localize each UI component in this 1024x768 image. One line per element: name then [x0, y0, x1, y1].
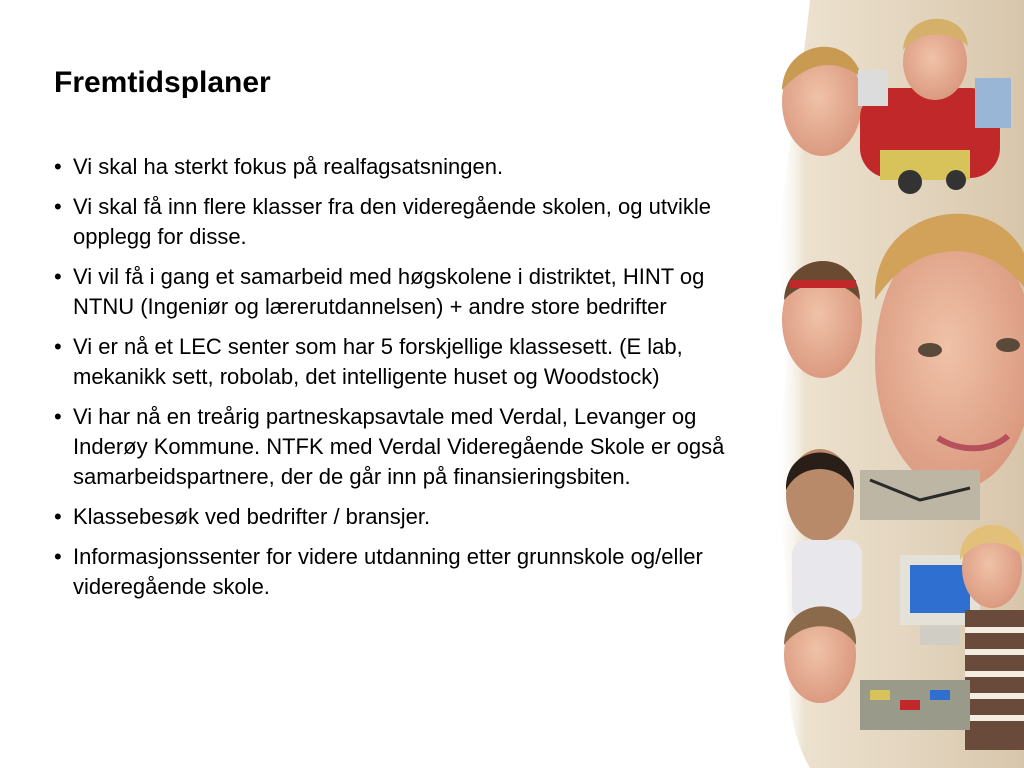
bullet-item — [54, 262, 754, 322]
bullet-text: Vi skal få inn flere klasser fra den videregående skolen, og utvikle opplegg for disse. — [73, 194, 711, 249]
slide-title: Fremtidsplaner — [54, 66, 271, 99]
bullet-marker: • — [54, 194, 62, 219]
bullet-marker: • — [54, 404, 62, 429]
bullet-marker: • — [54, 154, 62, 179]
bullet-marker: • — [54, 504, 62, 529]
bullet-item — [54, 402, 754, 492]
bullet-text: Vi har nå en treårig partneskapsavtale med Verdal, Levanger og Inderøy Kommune. NTFK med Verdal Videregående Skole er også samarbeidspartnere, der de går inn på finansieringsbiten. — [73, 404, 725, 489]
bullet-text: Informasjonssenter for videre utdanning etter grunnskole og/eller videregående skole. — [73, 544, 703, 599]
bullet-item — [54, 542, 754, 602]
students-photo-collage — [770, 0, 1024, 768]
bullet-item — [54, 192, 754, 252]
bullet-text: Vi skal ha sterkt fokus på realfagsatsningen. — [73, 154, 504, 179]
bullet-marker: • — [54, 334, 62, 359]
bullet-text: Vi vil få i gang et samarbeid med høgskolene i distriktet, HINT og NTNU (Ingeniør og lærerutdannelsen) + andre store bedrifter — [73, 264, 705, 319]
bullet-list — [54, 152, 754, 612]
bullet-item — [54, 152, 754, 182]
bullet-item — [54, 502, 754, 532]
bullet-marker: • — [54, 264, 62, 289]
bullet-marker: • — [54, 544, 62, 569]
bullet-text: Vi er nå et LEC senter som har 5 forskjellige klassesett. (E lab, mekanikk sett, robolab, det intelligente huset og Woodstock) — [73, 334, 683, 389]
bullet-text: Klassebesøk ved bedrifter / bransjer. — [73, 504, 431, 529]
bullet-item — [54, 332, 754, 392]
